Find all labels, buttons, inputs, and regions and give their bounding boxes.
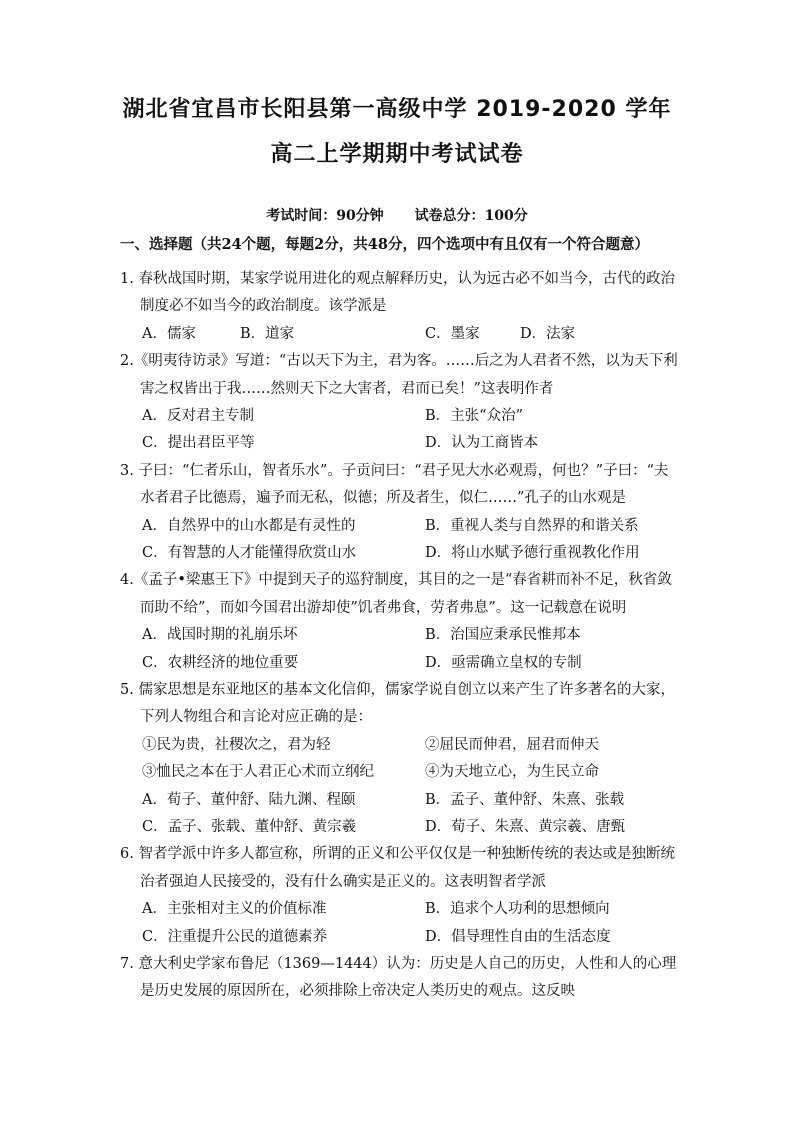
option-d: D．认为工商皆本	[425, 435, 539, 452]
option-c: C．有智慧的人才能懂得欣赏山水	[142, 545, 357, 561]
question-stem: 7. 意大利史学家布鲁尼（1369—1444）认为：历史是人自己的历史，人性和人的心理是历史发展的原因所在，必须排除上帝决定人类历史的观点。这反映	[120, 955, 677, 1000]
question-stem: 5. 儒家思想是东亚地区的基本文化信仰，儒家学说自创立以来产生了许多著名的大家，下列人物组合和言论对应正确的是：	[120, 681, 675, 726]
exam-meta	[0, 205, 794, 225]
question-2	[120, 348, 680, 458]
option-row	[120, 403, 680, 430]
option-c: C．墨家	[425, 325, 480, 342]
option-b: B．治国应秉承民惟邦本	[425, 627, 581, 644]
question-5	[120, 677, 680, 841]
option-row	[120, 321, 680, 348]
option-a: A．自然界中的山水都是有灵性的	[142, 517, 356, 534]
option-a: A．主张相对主义的价值标准	[142, 901, 327, 918]
question-stem: 6. 智者学派中许多人都宣称，所谓的正义和公平仅仅是一种独断传统的表达或是独断统治者强迫人民接受的，没有什么确实是正义的。这表明智者学派	[120, 846, 675, 890]
option-c: C．孟子、张载、董仲舒、黄宗羲	[142, 818, 357, 835]
option-d: D．亟需确立皇权的专制	[425, 654, 582, 671]
option-row	[120, 787, 680, 814]
option-c: C．农耕经济的地位重要	[142, 654, 299, 671]
question-stem: 4.《孟子•梁惠王下》中提到天子的巡狩制度，其目的之一是“春省耕而补不足，秋省敛而助不给”，而如今国君出游却使”饥者弗食，劳者弗息”。这一记载意在说明	[120, 572, 672, 616]
exam-time: 考试时间：90分钟	[266, 208, 384, 224]
option-b: B．追求个人功利的思想倾向	[425, 901, 610, 918]
question-4	[120, 567, 680, 677]
statement-4: ④为天地立心，为生民立命	[425, 764, 599, 781]
option-row	[120, 650, 680, 677]
statement-row	[120, 732, 680, 759]
question-stem: 2.《明夷待访录》写道：“古以天下为主，君为客。……后之为人君者不然，以为天下利害之权皆出于我……然则天下之大害者，君而已矣！”这表明作者	[120, 353, 678, 397]
question-3	[120, 458, 680, 568]
option-d: D．荀子、朱熹、黄宗羲、唐甄	[425, 818, 626, 835]
option-d: D．倡导理性自由的生活态度	[425, 928, 611, 945]
option-c: C．提出君臣平等	[142, 435, 255, 452]
option-b: B．孟子、董仲舒、朱熹、张载	[425, 791, 625, 808]
statement-1: ①民为贵，社稷次之，君为轻	[142, 736, 331, 753]
option-b: B．道家	[240, 325, 295, 342]
option-d: D．法家	[520, 325, 576, 342]
question-stem: 3. 子曰：“仁者乐山，智者乐水”。子贡问曰：“君子见大水必观焉，何也？”子曰：“夫水者君子比德焉，遍予而无私，似德；所及者生，似仁……”孔子的山水观是	[120, 462, 669, 507]
total-score: 试卷总分：100分	[414, 208, 528, 224]
option-row	[120, 622, 680, 649]
option-row	[120, 814, 680, 841]
option-a: A．战国时期的礼崩乐坏	[142, 627, 298, 644]
question-6	[120, 841, 680, 951]
option-row	[120, 896, 680, 923]
option-d: D．将山水赋予德行重视教化作用	[425, 545, 640, 561]
option-a: A．荀子、董仲舒、陆九渊、程颐	[142, 791, 356, 808]
statement-row	[120, 759, 680, 786]
statement-2: ②屈民而伸君，屈君而伸天	[425, 736, 599, 753]
option-row	[120, 430, 680, 457]
option-b: B．主张“众治”	[425, 408, 523, 425]
question-1	[120, 266, 680, 348]
statement-3: ③恤民之本在于人君正心术而立纲纪	[142, 764, 374, 781]
option-row	[120, 513, 680, 540]
option-a: A．反对君主专制	[142, 408, 254, 425]
question-7	[120, 951, 680, 1006]
option-a: A．儒家	[142, 325, 196, 342]
option-row	[120, 540, 680, 567]
option-b: B．重视人类与自然界的和谐关系	[425, 517, 639, 534]
question-list	[120, 266, 680, 1006]
option-c: C．注重提升公民的道德素养	[142, 928, 328, 945]
option-row	[120, 924, 680, 951]
exam-title-line2: 高二上学期期中考试试卷	[270, 142, 524, 167]
question-stem: 1. 春秋战国时期，某家学说用进化的观点解释历史，认为远古必不如当今，古代的政治制度必不如当今的政治制度。该学派是	[120, 271, 675, 315]
section-heading: 一、选择题（共24个题，每题2分，共48分，四个选项中有且仅有一个符合题意）	[120, 236, 649, 253]
exam-title-line1: 湖北省宜昌市长阳县第一高级中学 2019-2020 学年	[122, 97, 672, 122]
